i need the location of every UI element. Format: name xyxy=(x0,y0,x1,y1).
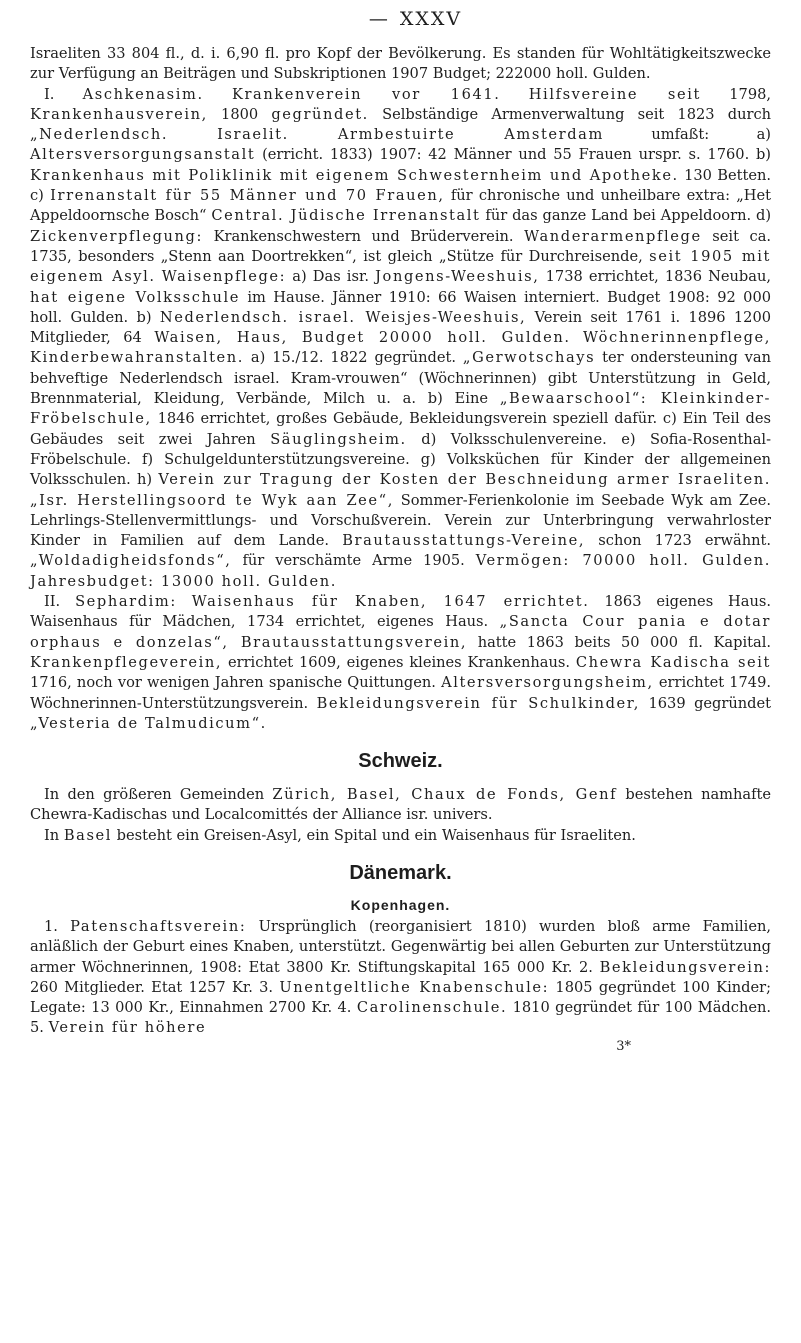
text-run: Ursprünglich (reorganisiert 1810) wurden bloß arme Familien, anläßlich der Geburt eines Knaben, unterstützt. Gegenwärtig bei allen Geburten zur Unterstützung armer Wöchnerinnen, 1908: Etat 3800 Kr. Stiftungskapital 165 000 Kr. 2. xyxy=(30,917,772,976)
text-run: ter ondersteuning van behveftige Nederlendsch israel. Kram-vrouwen“ (Wöchnerinnen) gibt Unterstützung in Geld, Brennmaterial, Kleidung, Verbände, Milch u. a. b) Eine xyxy=(30,349,772,408)
krankenhaus-poliklinik: Krankenhaus mit Poliklinik mit eigenem Schwesternheim und Apotheke. xyxy=(30,166,679,184)
nederlendsch-armbestuirte: „Nederlendsch. Israelit. Armbestuirte Amsterdam xyxy=(30,126,604,144)
text-run: 1805 gegründet 100 Kinder; Legate: 13 000 Kr., Einnahmen 2700 Kr. 4. xyxy=(30,978,772,1017)
heading-switzerland: Schweiz. xyxy=(358,750,443,773)
herstellingsoord: „Isr. Herstellingsoord te Wyk aan Zee“, xyxy=(30,491,394,509)
subheading-copenhagen: Kopenhagen. xyxy=(350,896,451,913)
lehrlings-stellenvermittlung: Lehrlings-Stellenvermittlungs- xyxy=(30,511,257,529)
item-number: 1. xyxy=(44,917,58,935)
text-run: a) Das isr. xyxy=(292,268,369,286)
text-run: für verschämte Arme 1905. xyxy=(242,552,465,570)
saeuglingsheim: Säuglingsheim. xyxy=(270,430,407,448)
brautausstattungs-vereine: Brautausstattungs-Vereine, xyxy=(342,532,586,550)
woechnerinnenpflege: Wöchnerinnenpflege, Kinderbewahranstalten. xyxy=(30,329,771,367)
central-irrenanstalt: Central. Jüdische Irrenanstalt xyxy=(211,207,481,225)
bekleidungsverein: Bekleidungsverein: xyxy=(599,958,771,976)
bewaarschool: „Bewaarschool“: Kleinkinder-Fröbelschule, xyxy=(30,390,771,428)
asyl: seit 1905 mit eigenem Asyl. xyxy=(30,247,772,286)
text-run: Selbständige Armenverwaltung seit 1823 durch xyxy=(382,105,772,123)
vesteria-de-talmudicum: „Vesteria de Talmudicum“. xyxy=(30,714,267,732)
ashkenazim-paragraph xyxy=(30,85,771,592)
beschneidung-verein: Verein zur Tragung der Kosten der Beschneidung armer Israeliten. xyxy=(158,471,771,489)
carolinenschule: Carolinenschule. xyxy=(356,999,508,1017)
vermoegen: Vermögen: 70000 holl. Gulden. Jahresbudget: 13000 holl. Gulden. xyxy=(30,552,772,590)
waisenpflege: Waisenpflege: xyxy=(161,268,287,286)
header-dash: — xyxy=(368,8,390,30)
text-run: errichtet 1609, eigenes kleines Krankenhaus. xyxy=(227,653,571,671)
text-run: 1639 gegründet xyxy=(648,694,772,712)
heading-denmark: Dänemark. xyxy=(349,861,452,884)
denmark-paragraph xyxy=(30,917,771,1039)
chewra-kadischa: Chewra Kadischa seit xyxy=(575,653,772,671)
waisenhaus-knaben: Waisenhaus für Knaben, 1647 errichtet. xyxy=(191,593,590,611)
switzerland-paragraph-2 xyxy=(30,826,771,846)
running-head xyxy=(60,8,771,30)
text-run: 130 Betten. c) xyxy=(30,166,771,205)
page-number: XXXV xyxy=(399,8,463,30)
sephardim-paragraph xyxy=(30,592,771,734)
altersversorgungsheim: Altersversorgungsheim, xyxy=(441,674,654,692)
sancta-cour-pania: „Sancta Cour pania e dotar orphaus e donzelas“, Brautausstattungsverein, xyxy=(30,613,771,651)
section-number: II. xyxy=(44,593,61,611)
text-run: 1810 gegründet für 100 Mädchen. 5. xyxy=(30,999,772,1037)
section-number: I. xyxy=(44,85,55,103)
weisjes-weeshuis: Nederlendsch. israel. Weisjes-Weeshuis, xyxy=(159,308,527,326)
text-run: und Vorschußverein. Verein zur Unterbringung verwahrloster Kinder in Familien auf dem Lande. xyxy=(30,511,772,550)
jongens-weeshuis: Jongens-Weeshuis, xyxy=(375,268,540,286)
krankenverein: Krankenverein vor 1641. xyxy=(231,85,501,103)
switzerland-paragraph-1 xyxy=(30,785,771,826)
hilfsvereine: Hilfsvereine seit xyxy=(528,85,701,103)
text-run: d) Volksschulenvereine. e) Sofia-Rosenthal-Fröbelschule. f) Schulgeldunterstützungsvereine. g) Volksküchen für Kinder der allgemeinen Volksschulen. h) xyxy=(30,430,772,489)
text-run: 1846 errichtet, großes Gebäude, Bekleidungsverein speziell dafür. c) Ein Teil des Gebäudes seit zwei Jahren xyxy=(30,410,772,448)
gerwotschays: „Gerwotschays xyxy=(462,349,596,367)
zickenverpflegung: Zickenverpflegung: xyxy=(30,227,203,245)
knabenschule: Unentgeltliche Knabenschule: xyxy=(279,978,550,996)
text-run: Krankenschwestern und Brüderverein. xyxy=(213,227,514,245)
bekleidungsverein-schulkinder: Bekleidungsverein für Schulkinder, xyxy=(316,694,640,712)
text-run: besteht ein Greisen-Asyl, ein Spital und ein Waisenhaus für Israeliten. xyxy=(116,826,636,844)
text-run: 260 Mitglieder. Etat 1257 Kr. 3. xyxy=(30,978,274,996)
text-run: Verein seit 1761 i. 1896 1200 Mitglieder, 64 xyxy=(30,308,772,347)
text-run: 1716, noch vor wenigen Jahren spanische Quittungen. xyxy=(30,674,436,692)
gegruendet: gegründet. xyxy=(271,105,369,123)
woldadigheidsfonds: „Woldadigheidsfonds“, xyxy=(30,552,232,570)
signature-mark: 3* xyxy=(616,1038,631,1054)
text-run: umfaßt: a) xyxy=(651,126,772,144)
verein-fuer-hoehere: Verein für höhere xyxy=(48,1019,207,1037)
krankenhausverein: Krankenhausverein, xyxy=(30,105,208,123)
text-run: für chronische und unheilbare extra: „Het Appeldoornsche Bosch“ xyxy=(30,187,772,225)
text-run: Sommer-Ferienkolonie im Seebade Wyk am Zee. xyxy=(400,491,771,509)
swiss-cities: Zürich, Basel, Chaux de Fonds, Genf xyxy=(272,786,618,804)
krankenpflegeverein: Krankenpflegeverein, xyxy=(30,653,223,671)
sephardim-title: Sephardim: xyxy=(75,593,177,611)
altersversorgungsanstalt: Altersversorgungsanstalt xyxy=(30,146,256,164)
irrenanstalt: Irrenanstalt für 55 Männer und 70 Frauen, xyxy=(50,187,445,205)
text-run: 1863 eigenes Haus. Waisenhaus für Mädchen, 1734 errichtet, eigenes Haus. xyxy=(30,593,772,631)
text-run: 1800 xyxy=(221,105,259,123)
ashkenazim-title: Aschkenasim. xyxy=(82,85,204,103)
volksschule: hat eigene Volksschule xyxy=(30,288,240,306)
text-run: für das ganze Land bei Appeldoorn. d) xyxy=(485,207,772,225)
patenschaftsverein: Patenschaftsverein: xyxy=(70,917,247,935)
text-run: bestehen namhafte Chewra-Kadischas und Localcomittés der Alliance isr. univers. xyxy=(30,786,772,824)
text-run: 1738 errichtet, 1836 Neubau, xyxy=(545,268,772,286)
text-run: 1798, xyxy=(729,85,772,103)
text-run: errichtet 1749. Wöchnerinnen-Unterstützungsverein. xyxy=(30,674,772,712)
text-run: In den größeren Gemeinden xyxy=(44,786,265,804)
text-run: hatte 1863 beits 50 000 fl. Kapital. xyxy=(477,633,772,651)
intro-paragraph: Israeliten 33 804 fl., d. i. 6,90 fl. pro Kopf der Bevölkerung. Es standen für Wohltätigkeitszwecke zur Verfügung an Beiträgen und Subskriptionen 1907 Budget; 222000 holl. Gulden. xyxy=(30,45,771,83)
wanderarmenpflege: Wanderarmenpflege xyxy=(524,227,702,245)
basel: Basel xyxy=(63,826,113,844)
text-run: (erricht. 1833) 1907: 42 Männer und 55 Frauen urspr. s. 1760. b) xyxy=(262,146,771,164)
text-run: In xyxy=(44,826,60,844)
text-run: a) 15./12. 1822 gegründet. xyxy=(250,349,457,367)
text-run: im Hause. Jänner 1910: 66 Waisen interniert. Budget 1908: 92 000 holl. Gulden. b) xyxy=(30,288,772,326)
waisen-haus: Waisen, Haus, Budget 20000 holl. Gulden. xyxy=(154,329,571,347)
text-run: schon 1723 erwähnt. xyxy=(598,532,772,550)
text-run: seit ca. 1735, besonders „Stenn aan Doortrekken“, ist gleich „Stütze für Durchreisende, xyxy=(30,227,772,265)
